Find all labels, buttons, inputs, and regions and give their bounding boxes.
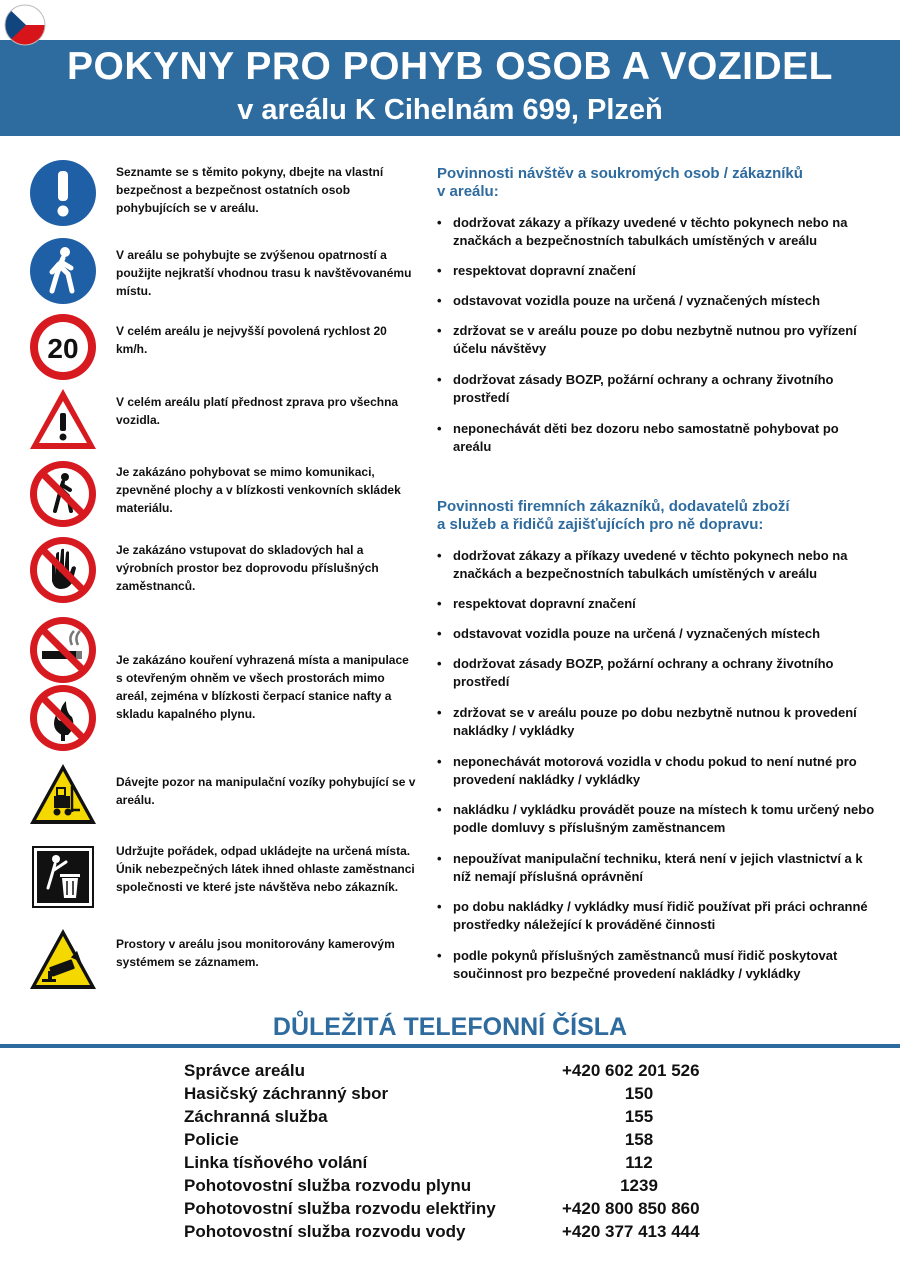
- suppliers-heading: [437, 498, 877, 534]
- sign-text-6: Je zakázáno kouření vyhrazená místa a manipulace s otevřeným ohněm ve všech prostorách mimo areál, zejména v blízkosti čerpací stanice nafty a skladu kapalného plynu.: [116, 653, 409, 721]
- page-subtitle: v areálu K Cihelnám 699, Plzeň: [237, 94, 663, 126]
- phone-number: +420 377 413 444: [562, 1222, 700, 1241]
- phone-name: Pohotovostní služba rozvodu plynu: [184, 1176, 472, 1195]
- sign-text-7: Dávejte pozor na manipulační vozíky pohybující se v areálu.: [116, 775, 416, 807]
- no-entry-hand-icon: [28, 535, 98, 605]
- phone-number: 158: [624, 1130, 654, 1149]
- visitors-heading-line2: v areálu:: [437, 183, 499, 200]
- forklift-warning-icon: [28, 760, 98, 830]
- suppliers-item: • dodržovat zásady BOZP, požární ochrany a ochrany životního prostředí: [437, 655, 877, 691]
- sign-text-2: V celém areálu je nejvyšší povolená rychlost 20 km/h.: [116, 324, 387, 356]
- visitors-heading-line1: Povinnosti návštěv a soukromých osob / zákazníků: [437, 165, 803, 182]
- phone-name: Hasičský záchranný sbor: [184, 1084, 389, 1103]
- phone-name: Policie: [184, 1130, 239, 1149]
- phone-row: [184, 1151, 744, 1174]
- phone-name: Správce areálu: [184, 1061, 305, 1080]
- speed-limit-number: 20: [47, 333, 79, 364]
- sign-text-9: Prostory v areálu jsou monitorovány kamerovým systémem se záznamem.: [116, 937, 395, 969]
- phone-name: Linka tísňového volání: [184, 1153, 368, 1172]
- phone-name: Pohotovostní služba rozvodu elektřiny: [184, 1199, 496, 1218]
- visitors-item: • zdržovat se v areálu pouze po dobu nezbytně nutnou pro vyřízení účelu návštěvy: [437, 322, 877, 358]
- litter-bin-icon: [28, 842, 98, 912]
- page-title: POKYNY PRO POHYB OSOB A VOZIDEL: [66, 45, 833, 88]
- sign-text-1: V areálu se pohybujte se zvýšenou opatrností a použijte nejkratší vhodnou trasu k navštěvovanému místu.: [116, 248, 412, 298]
- phone-number: +420 602 201 526: [562, 1061, 700, 1080]
- sign-text-5: Je zakázáno vstupovat do skladových hal a výrobních prostor bez doprovodu příslušných zaměstnanců.: [116, 543, 379, 593]
- phone-row: [184, 1082, 744, 1105]
- suppliers-item: • po dobu nakládky / vykládky musí řidič používat při práci ochranné prostředky náležející k prováděné činnosti: [437, 898, 877, 934]
- suppliers-item: • nepoužívat manipulační techniku, která není v jejich vlastnictví a k níž nemají příslušná oprávnění: [437, 850, 877, 886]
- czech-flag-icon: [4, 4, 46, 46]
- phone-name: Záchranná služba: [184, 1107, 328, 1126]
- suppliers-item: • nakládku / vykládku provádět pouze na místech k tomu určený nebo podle domluvy s příslušným zaměstnancem: [437, 801, 877, 837]
- visitors-item: • dodržovat zásady BOZP, požární ochrany a ochrany životního prostředí: [437, 371, 877, 407]
- phone-number: 155: [624, 1107, 654, 1126]
- no-smoking-icon: [28, 615, 98, 685]
- phone-row: [184, 1128, 744, 1151]
- phones-divider: [0, 1044, 900, 1048]
- sign-text-8: Udržujte pořádek, odpad ukládejte na určená místa. Únik nebezpečných látek ihned ohlaste zaměstnanci společnosti ve které jste návštěva nebo zákazník.: [116, 844, 415, 894]
- header: [0, 0, 900, 136]
- exclamation-mandatory-icon: [28, 158, 98, 228]
- phone-number: 112: [625, 1153, 653, 1172]
- warning-triangle-icon: [28, 385, 98, 455]
- phone-name: Pohotovostní služba rozvodu vody: [184, 1222, 466, 1241]
- suppliers-item: • respektovat dopravní značení: [437, 595, 877, 613]
- speed-limit-icon: [28, 312, 98, 382]
- visitors-item: • dodržovat zákazy a příkazy uvedené v těchto pokynech nebo na značkách a bezpečnostních tabulkách umístěných v areálu: [437, 214, 877, 250]
- pedestrian-mandatory-icon: [28, 236, 98, 306]
- sign-text-4: Je zakázáno pohybovat se mimo komunikaci, zpevněné plochy a v blízkosti venkovních skládek materiálu.: [116, 465, 401, 515]
- suppliers-heading-line1: Povinnosti firemních zákazníků, dodavatelů zboží: [437, 498, 790, 515]
- phone-number: 150: [624, 1084, 654, 1103]
- phone-row: [184, 1197, 744, 1220]
- visitors-item: • respektovat dopravní značení: [437, 262, 877, 280]
- phone-number: +420 800 850 860: [562, 1199, 700, 1218]
- phone-row: [184, 1059, 744, 1082]
- suppliers-heading-line2: a služeb a řidičů zajišťujících pro ně dopravu:: [437, 516, 764, 533]
- phone-row: [184, 1220, 744, 1243]
- sign-text-0: Seznamte se s těmito pokyny, dbejte na vlastní bezpečnost a bezpečnost ostatních osob pohybujících se v areálu.: [116, 165, 384, 215]
- phone-row: [184, 1174, 744, 1197]
- visitors-heading: [437, 165, 877, 201]
- suppliers-item: • podle pokynů příslušných zaměstnanců musí řidič poskytovat součinnost pro bezpečné provedení nakládky / vykládky: [437, 947, 877, 983]
- cctv-warning-icon: [28, 925, 98, 995]
- no-open-flame-icon: [28, 683, 98, 753]
- suppliers-item: • zdržovat se v areálu pouze po dobu nezbytně nutnou k provedení nakládky / vykládky: [437, 704, 877, 740]
- visitors-item: • neponechávát děti bez dozoru nebo samostatně pohybovat po areálu: [437, 420, 877, 456]
- no-pedestrians-icon: [28, 459, 98, 529]
- phone-row: [184, 1105, 744, 1128]
- sign-text-3: V celém areálu platí přednost zprava pro všechna vozidla.: [116, 395, 399, 427]
- suppliers-item: • neponechávát motorová vozidla v chodu pokud to není nutné pro provedení nakládky / vykládky: [437, 753, 877, 789]
- phone-number: 1239: [620, 1176, 658, 1195]
- suppliers-item: • dodržovat zákazy a příkazy uvedené v těchto pokynech nebo na značkách a bezpečnostních tabulkách umístěných v areálu: [437, 547, 877, 583]
- phones-title: DŮLEŽITÁ TELEFONNÍ ČÍSLA: [272, 1013, 628, 1041]
- suppliers-item: • odstavovat vozidla pouze na určená / vyznačených místech: [437, 625, 877, 643]
- visitors-item: • odstavovat vozidla pouze na určená / vyznačených místech: [437, 292, 877, 310]
